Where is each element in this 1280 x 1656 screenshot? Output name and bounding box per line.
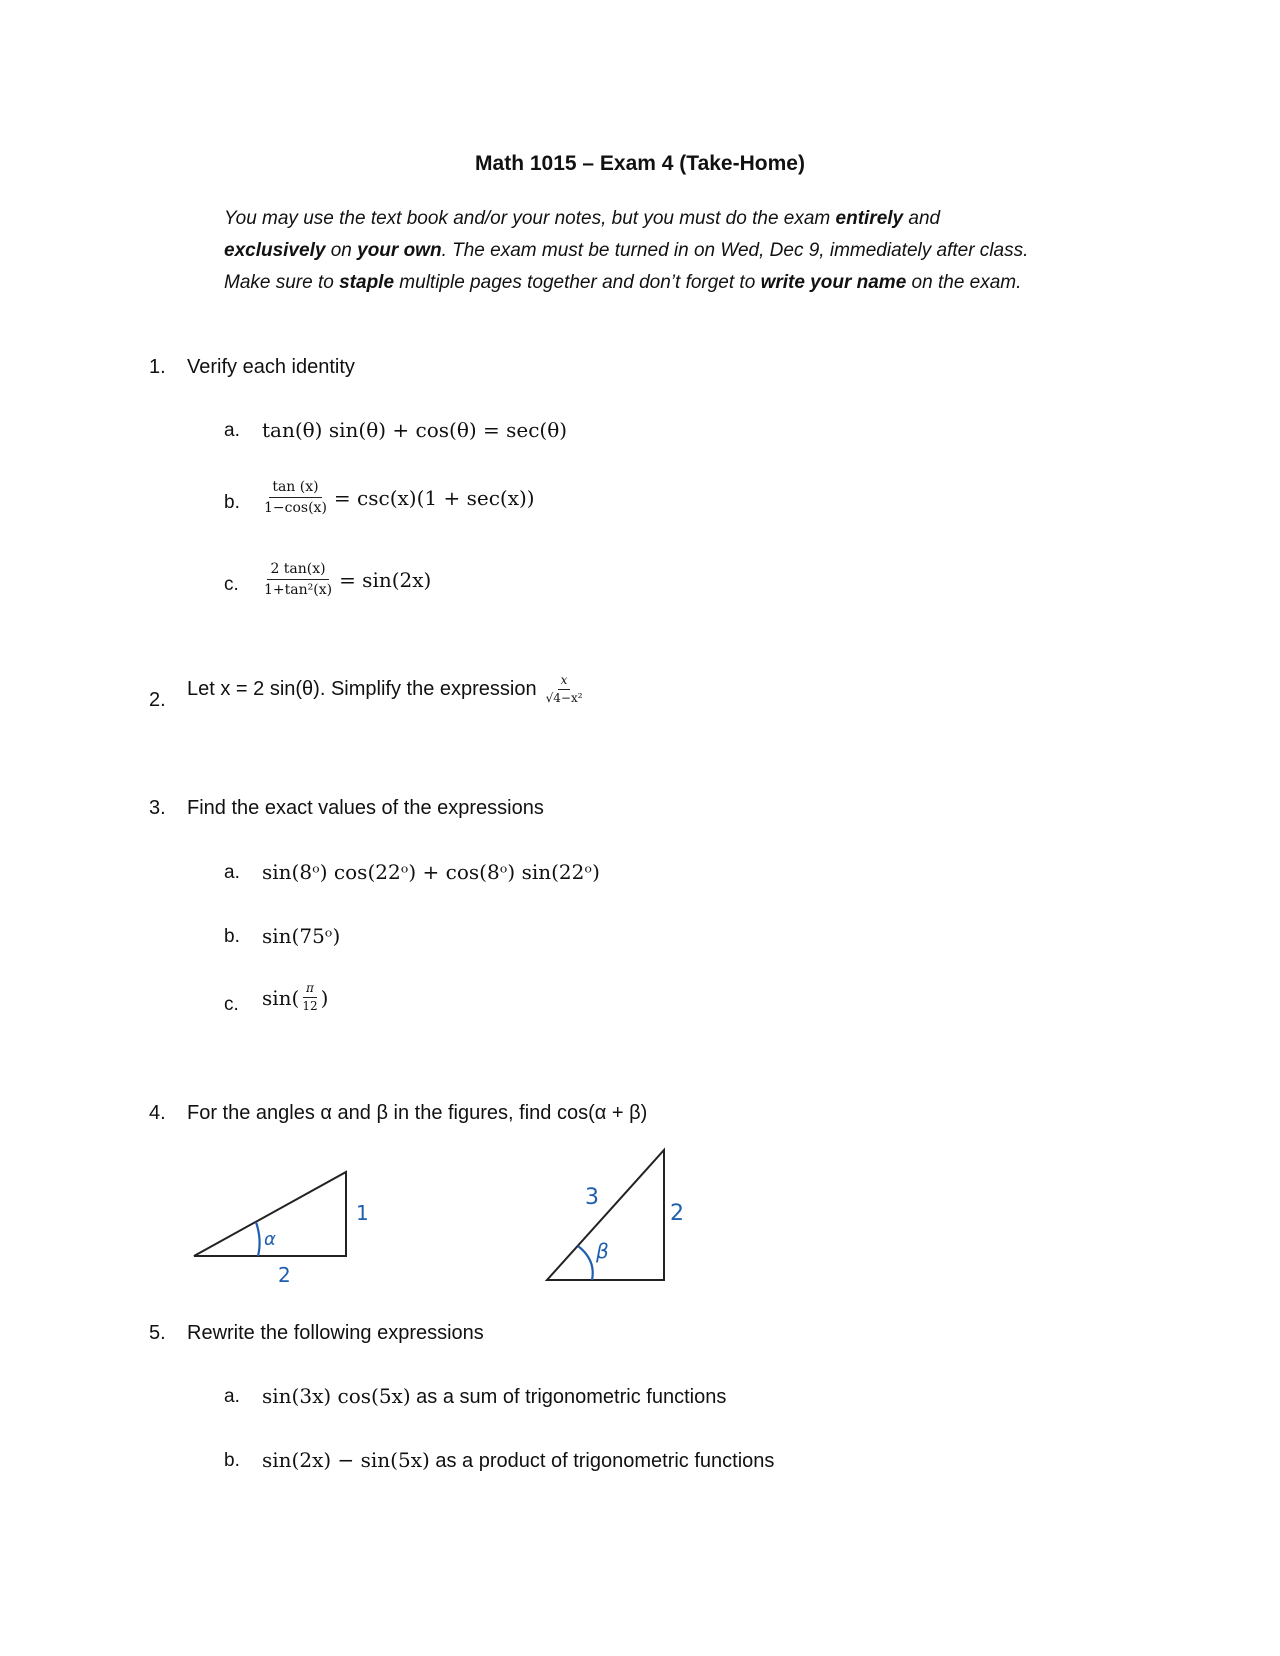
q3c-prefix: sin( (262, 985, 300, 1010)
beta-hypotenuse-label: 3 (585, 1185, 599, 1210)
emphasis-write-your-name: write your name (760, 272, 907, 293)
q3c-suffix: ) (320, 985, 329, 1010)
instructions-text: multiple pages together and don’t forget to (394, 272, 761, 293)
q5a-description: as a sum of trigonometric functions (410, 1386, 727, 1408)
alpha-angle-arc (256, 1222, 260, 1256)
question-4-text: For the angles α and β in the figures, find cos(α + β) (187, 1102, 648, 1124)
question-3-number: 3. (149, 797, 166, 819)
q1c-numerator: 2 tan(x) (267, 561, 328, 580)
triangle-beta-figure (547, 1150, 684, 1280)
instructions-text: on (325, 240, 358, 261)
q2-denominator: √4−x² (545, 691, 583, 705)
q3b-letter: b. (224, 926, 240, 947)
q3b-expression: sin(75ᵒ) (262, 924, 341, 948)
question-4-number: 4. (149, 1102, 166, 1124)
q5a-letter: a. (224, 1386, 240, 1407)
question-5-number: 5. (149, 1322, 166, 1344)
q3c-denominator: 12 (302, 999, 318, 1013)
q3c-letter: c. (224, 994, 239, 1015)
instructions-text: You may use the text book and/or your notes, but you must do the exam (224, 208, 836, 229)
question-2-number: 2. (149, 689, 166, 711)
alpha-label: α (264, 1229, 276, 1250)
q3c-numerator: π (303, 982, 317, 998)
q1a-expression: tan(θ) sin(θ) + cos(θ) = sec(θ) (262, 418, 568, 442)
q2-numerator: x (558, 674, 571, 690)
q1c-letter: c. (224, 574, 239, 595)
page-title: Math 1015 – Exam 4 (Take-Home) (475, 152, 805, 175)
triangle-alpha-figure (194, 1172, 369, 1287)
q3a-letter: a. (224, 862, 240, 883)
q1c-denominator: 1+tan²(x) (264, 582, 333, 598)
q5a-line (262, 1384, 726, 1409)
q1b-letter: b. (224, 492, 240, 513)
q5a-expression: sin(3x) cos(5x) (262, 1384, 411, 1408)
instructions-text: on the exam. (906, 272, 1022, 293)
q5b-expression: sin(2x) − sin(5x) (262, 1448, 430, 1472)
beta-label: β (596, 1239, 609, 1263)
beta-opposite-label: 2 (670, 1201, 684, 1226)
alpha-opposite-label: 1 (356, 1201, 369, 1225)
question-1-text: Verify each identity (187, 356, 355, 378)
q1a-letter: a. (224, 420, 240, 441)
question-1-number: 1. (149, 356, 166, 378)
q5b-line (262, 1448, 774, 1473)
emphasis-staple: staple (339, 272, 395, 293)
q1b-denominator: 1−cos(x) (264, 500, 327, 516)
q1c-rhs: = sin(2x) (339, 567, 432, 592)
q3a-expression: sin(8ᵒ) cos(22ᵒ) + cos(8ᵒ) sin(22ᵒ) (262, 860, 600, 884)
emphasis-entirely: entirely (835, 208, 904, 229)
instructions-text: and (903, 208, 941, 229)
emphasis-exclusively: exclusively (224, 240, 326, 261)
question-3-text: Find the exact values of the expressions (187, 797, 544, 819)
emphasis-your-own: your own (357, 240, 442, 261)
alpha-adjacent-label: 2 (278, 1263, 291, 1287)
q1b-rhs: = csc(x)(1 + sec(x)) (333, 485, 535, 510)
q5b-description: as a product of trigonometric functions (429, 1450, 775, 1472)
question-5-text: Rewrite the following expressions (187, 1322, 484, 1344)
instructions-text: . The exam must be turned in on Wed, Dec 9, immediately after class. Make sure to (224, 240, 1029, 293)
q5b-letter: b. (224, 1450, 240, 1471)
beta-angle-arc (578, 1246, 593, 1280)
question-2-text: Let x = 2 sin(θ). Simplify the expression (187, 678, 537, 700)
q1b-numerator: tan (x) (269, 479, 321, 498)
